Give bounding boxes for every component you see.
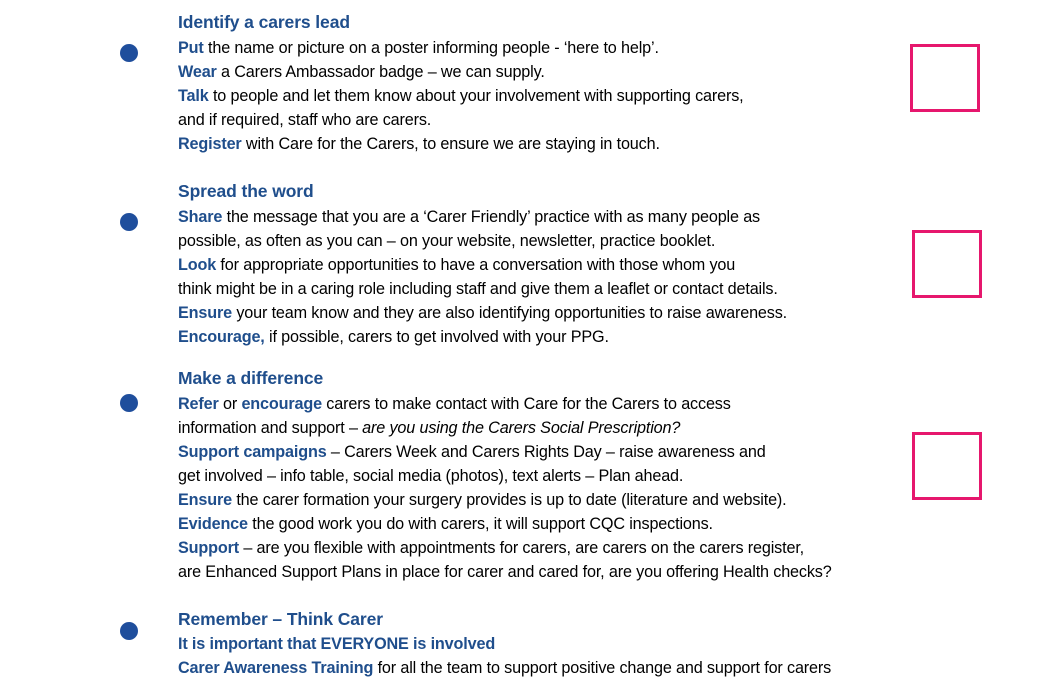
checkbox-square[interactable] xyxy=(912,230,982,298)
keyword: Talk xyxy=(178,87,209,105)
section-heading: Remember – Think Carer xyxy=(178,609,383,629)
text-line xyxy=(178,417,680,439)
text-line xyxy=(178,513,713,535)
body-text: for all the team to support positive change and support for carers xyxy=(373,659,832,677)
body-text: get involved – info table, social media (photos), text alerts – Plan ahead. xyxy=(178,467,684,485)
section-heading: Identify a carers lead xyxy=(178,12,350,32)
keyword: Carer Awareness Training xyxy=(178,659,374,677)
bullet-icon xyxy=(120,44,138,62)
keyword: Ensure xyxy=(178,304,232,322)
text-line xyxy=(178,537,804,559)
body-text: possible, as often as you can – on your website, newsletter, practice booklet. xyxy=(178,232,716,250)
checkbox-square[interactable] xyxy=(910,44,980,112)
text-line xyxy=(178,561,832,583)
body-text: carers to make contact with Care for the Carers to access xyxy=(321,395,731,413)
text-line xyxy=(178,230,715,252)
body-text: information and support – xyxy=(178,419,363,437)
keyword: Ensure xyxy=(178,491,232,509)
body-text: – Carers Week and Carers Rights Day – raise awareness and xyxy=(326,443,766,461)
body-text: to people and let them know about your involvement with supporting carers, xyxy=(208,87,744,105)
text-line xyxy=(178,465,683,487)
text-line xyxy=(178,37,659,59)
bullet-icon xyxy=(120,213,138,231)
text-line xyxy=(178,302,787,324)
body-text: the good work you do with carers, it will support CQC inspections. xyxy=(247,515,713,533)
text-line xyxy=(178,441,766,463)
text-line xyxy=(178,633,495,655)
body-text: your team know and they are also identifying opportunities to raise awareness. xyxy=(231,304,788,322)
body-text: think might be in a caring role including staff and give them a leaflet or contact details. xyxy=(178,280,778,298)
body-text: for appropriate opportunities to have a conversation with those whom you xyxy=(216,256,736,274)
keyword: Look xyxy=(178,256,217,274)
keyword: Share xyxy=(178,208,223,226)
text-line xyxy=(178,393,731,415)
bullet-icon xyxy=(120,394,138,412)
text-line xyxy=(178,489,787,511)
text-line xyxy=(178,326,609,348)
keyword: Wear xyxy=(178,63,217,81)
text-line xyxy=(178,206,760,228)
keyword: Put xyxy=(178,39,204,57)
text-line xyxy=(178,85,744,107)
body-text: and if required, staff who are carers. xyxy=(178,111,432,129)
keyword: Support campaigns xyxy=(178,443,327,461)
keyword: It is important that EVERYONE is involved xyxy=(178,635,496,653)
keyword: Evidence xyxy=(178,515,248,533)
text-line xyxy=(178,278,778,300)
bullet-icon xyxy=(120,622,138,640)
checkbox-square[interactable] xyxy=(912,432,982,500)
section-heading: Make a difference xyxy=(178,368,324,388)
text-line xyxy=(178,109,431,131)
italic-text: are you using the Carers Social Prescription? xyxy=(362,419,681,437)
keyword: Support xyxy=(178,539,239,557)
body-text: if possible, carers to get involved with your PPG. xyxy=(264,328,609,346)
body-text: – are you flexible with appointments for carers, are carers on the carers register, xyxy=(239,539,805,557)
body-text: the carer formation your surgery provides is up to date (literature and website). xyxy=(231,491,787,509)
body-text: the message that you are a ‘Carer Friendly’ practice with as many people as xyxy=(222,208,760,226)
keyword: encourage xyxy=(241,395,322,413)
keyword: Encourage, xyxy=(178,328,265,346)
text-line xyxy=(178,61,545,83)
text-line xyxy=(178,254,735,276)
body-text: a Carers Ambassador badge – we can supply. xyxy=(216,63,545,81)
body-text: are Enhanced Support Plans in place for carer and cared for, are you offering Health checks? xyxy=(178,563,832,581)
text-line xyxy=(178,133,660,155)
body-text: with Care for the Carers, to ensure we are staying in touch. xyxy=(241,135,660,153)
keyword: Register xyxy=(178,135,242,153)
body-text: or xyxy=(218,395,242,413)
body-text: the name or picture on a poster informing people - ‘here to help’. xyxy=(203,39,659,57)
keyword: Refer xyxy=(178,395,219,413)
section-heading: Spread the word xyxy=(178,181,314,201)
text-line xyxy=(178,657,831,679)
